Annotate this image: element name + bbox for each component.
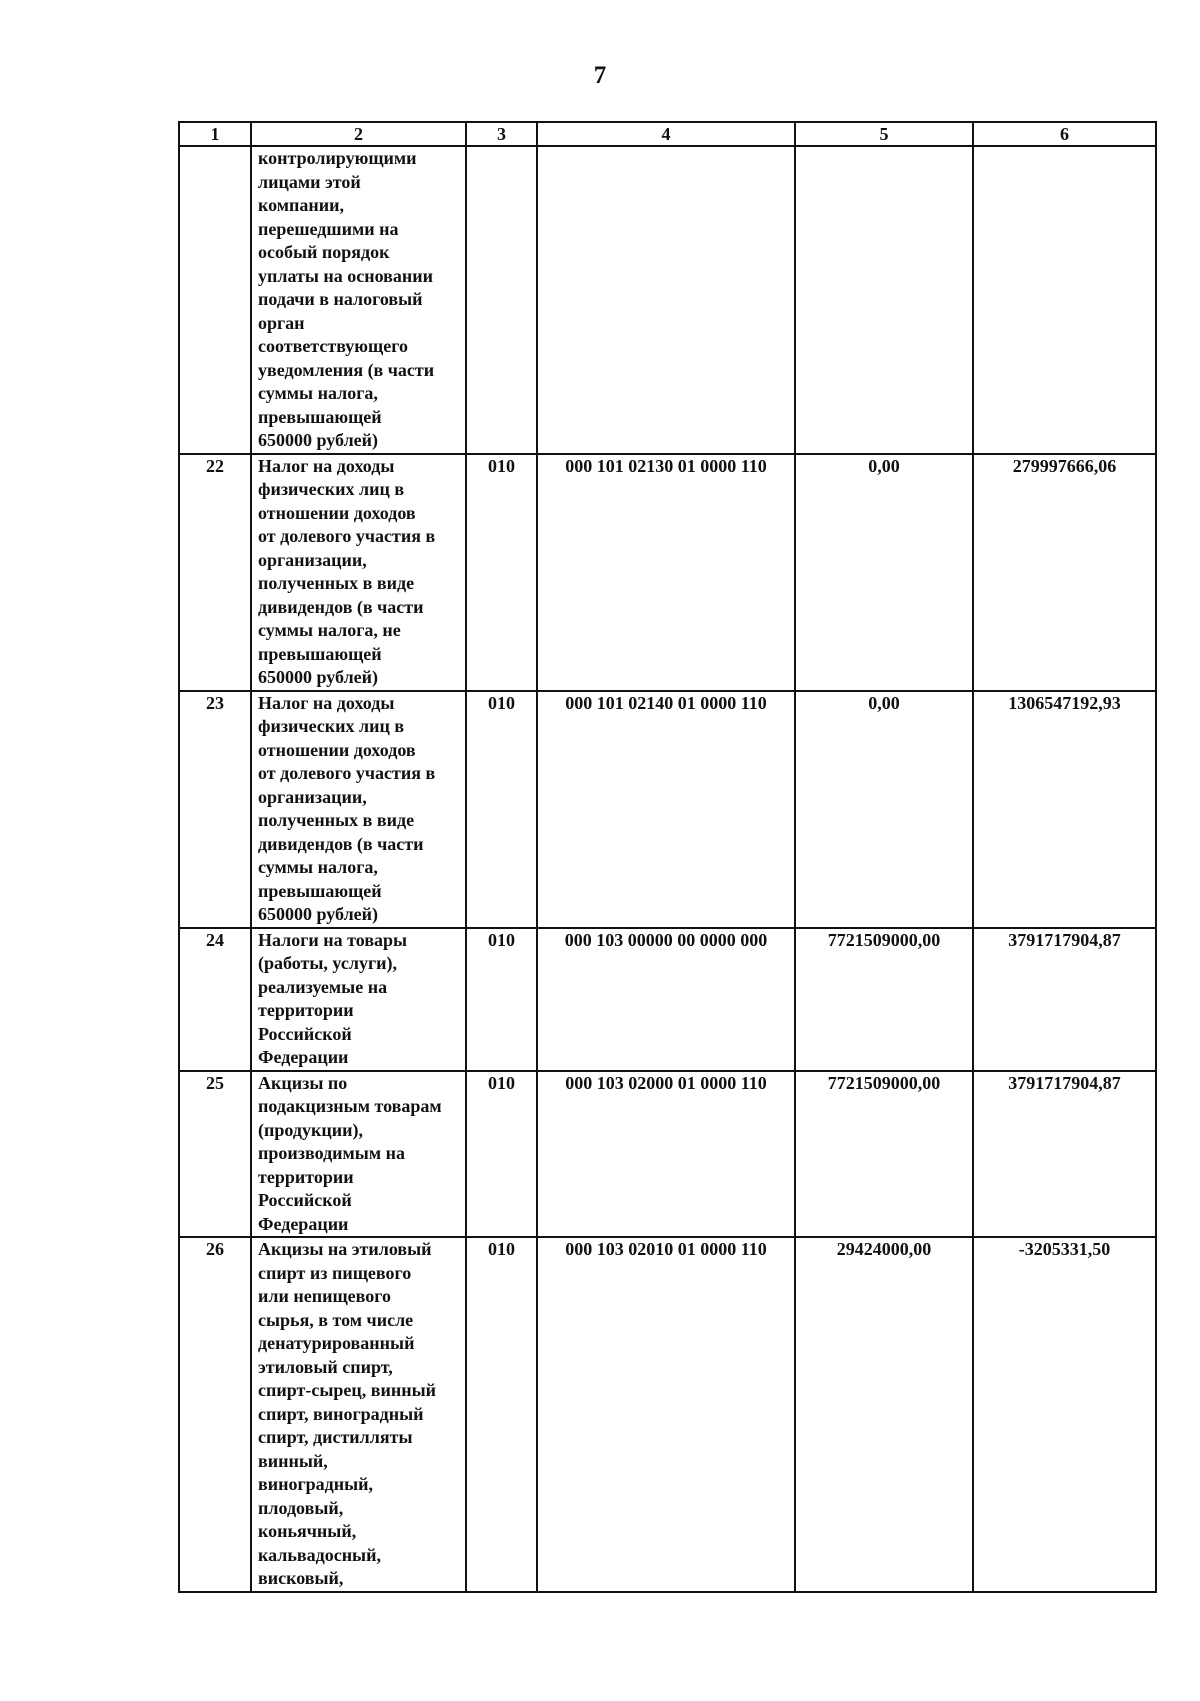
indicator-name-line: полученных в виде xyxy=(258,810,415,830)
indicator-name-line: подакцизным товарам xyxy=(258,1096,442,1116)
indicator-name-line: перешедшими на xyxy=(258,218,399,239)
line-code: 010 xyxy=(466,691,537,928)
column-header-3: 3 xyxy=(466,122,537,146)
row-number: 25 xyxy=(179,1071,251,1238)
indicator-name-line: 650000 рублей) xyxy=(258,904,379,924)
approved-amount: 7721509000,00 xyxy=(795,928,973,1071)
row-number: 26 xyxy=(179,1237,251,1592)
indicator-name-line: (работы, услуги), xyxy=(258,953,397,973)
indicator-name-line: или непищевого xyxy=(258,1286,391,1306)
table-row xyxy=(179,146,1156,454)
table-row xyxy=(179,1237,1156,1592)
budget-classification-code xyxy=(537,146,795,454)
indicator-name-line: полученных в виде xyxy=(258,573,415,593)
indicator-name-line: спирт-сырец, винный xyxy=(258,1380,437,1400)
line-code: 010 xyxy=(466,928,537,1071)
indicator-name-line: от долевого участия в xyxy=(258,526,436,546)
budget-classification-code: 000 101 02130 01 0000 110 xyxy=(537,454,795,691)
indicator-name-line: физических лиц в xyxy=(258,479,405,499)
indicator-name-line: реализуемые на xyxy=(258,976,388,997)
header-row xyxy=(179,122,1156,146)
indicator-name-line: от долевого участия в xyxy=(258,763,436,783)
approved-amount: 0,00 xyxy=(795,454,973,691)
executed-amount xyxy=(973,146,1156,454)
indicator-name-line: дивидендов (в части xyxy=(258,596,424,617)
approved-amount: 7721509000,00 xyxy=(795,1071,973,1238)
line-code xyxy=(466,146,537,454)
indicator-name-line: Налоги на товары xyxy=(258,929,408,950)
indicator-name-line: 650000 рублей) xyxy=(258,667,379,687)
indicator-name-line: суммы налога, не xyxy=(258,620,401,640)
table-row xyxy=(179,928,1156,1071)
table-row xyxy=(179,691,1156,928)
column-header-5: 5 xyxy=(795,122,973,146)
indicator-name-line: Налог на доходы xyxy=(258,692,395,713)
indicator-name-line: кальвадосный, xyxy=(258,1544,381,1565)
indicator-name-line: Налог на доходы xyxy=(258,455,395,476)
indicator-name-line: организации, xyxy=(258,549,367,570)
indicator-name xyxy=(251,691,466,928)
approved-amount: 29424000,00 xyxy=(795,1237,973,1592)
indicator-name-line: денатурированный xyxy=(258,1333,415,1353)
executed-amount: 3791717904,87 xyxy=(973,1071,1156,1238)
executed-amount: 3791717904,87 xyxy=(973,928,1156,1071)
indicator-name-line: спирт из пищевого xyxy=(258,1262,412,1283)
table-body xyxy=(179,146,1156,1592)
indicator-name-line: компании, xyxy=(258,195,345,215)
indicator-name-line: организации, xyxy=(258,786,367,807)
indicator-name-line: уплаты на основании xyxy=(258,265,434,286)
indicator-name-line: суммы налога, xyxy=(258,857,378,877)
indicator-name-line: лицами этой xyxy=(258,171,361,192)
column-header-1: 1 xyxy=(179,122,251,146)
indicator-name-line: спирт, дистилляты xyxy=(258,1427,413,1447)
indicator-name-line: суммы налога, xyxy=(258,383,378,403)
indicator-name-line: Российской xyxy=(258,1023,352,1044)
indicator-name-line: контролирующими xyxy=(258,148,417,168)
indicator-name-line: соответствующего xyxy=(258,336,408,356)
row-number xyxy=(179,146,251,454)
executed-amount: 1306547192,93 xyxy=(973,691,1156,928)
indicator-name-line: Акцизы по xyxy=(258,1072,348,1093)
indicator-name-line: Акцизы на этиловый xyxy=(258,1239,432,1259)
row-number: 24 xyxy=(179,928,251,1071)
indicator-name-line: орган xyxy=(258,312,305,333)
indicator-name-line: подачи в налоговый xyxy=(258,289,423,309)
indicator-name-line: превышающей xyxy=(258,643,382,664)
indicator-name-line: спирт, виноградный xyxy=(258,1403,424,1424)
indicator-name-line: производимым на xyxy=(258,1143,405,1163)
indicator-name-line: винный, xyxy=(258,1450,328,1471)
indicator-name-line: дивидендов (в части xyxy=(258,833,424,854)
budget-classification-code: 000 103 02000 01 0000 110 xyxy=(537,1071,795,1238)
indicator-name-line: отношении доходов xyxy=(258,739,416,760)
executed-amount: -3205331,50 xyxy=(973,1237,1156,1592)
indicator-name-line: висковый, xyxy=(258,1568,344,1588)
line-code: 010 xyxy=(466,1237,537,1592)
budget-table xyxy=(178,121,1157,1593)
indicator-name-line: плодовый, xyxy=(258,1497,344,1518)
table-row xyxy=(179,1071,1156,1238)
indicator-name-line: превышающей xyxy=(258,406,382,427)
line-code: 010 xyxy=(466,454,537,691)
indicator-name xyxy=(251,146,466,454)
indicator-name-line: особый порядок xyxy=(258,242,390,262)
indicator-name xyxy=(251,454,466,691)
approved-amount: 0,00 xyxy=(795,691,973,928)
budget-classification-code: 000 103 02010 01 0000 110 xyxy=(537,1237,795,1592)
indicator-name-line: 650000 рублей) xyxy=(258,430,379,450)
indicator-name-line: физических лиц в xyxy=(258,716,405,736)
indicator-name-line: Российской xyxy=(258,1190,352,1210)
column-header-2: 2 xyxy=(251,122,466,146)
indicator-name-line: отношении доходов xyxy=(258,502,416,523)
executed-amount: 279997666,06 xyxy=(973,454,1156,691)
row-number: 23 xyxy=(179,691,251,928)
budget-classification-code: 000 101 02140 01 0000 110 xyxy=(537,691,795,928)
indicator-name xyxy=(251,1071,466,1238)
column-header-6: 6 xyxy=(973,122,1156,146)
indicator-name-line: Федерации xyxy=(258,1213,349,1234)
indicator-name-line: Федерации xyxy=(258,1047,349,1067)
line-code: 010 xyxy=(466,1071,537,1238)
budget-classification-code: 000 103 00000 00 0000 000 xyxy=(537,928,795,1071)
page-number: 7 xyxy=(593,62,607,89)
indicator-name-line: виноградный, xyxy=(258,1474,374,1494)
indicator-name-line: этиловый спирт, xyxy=(258,1356,393,1377)
indicator-name-line: территории xyxy=(258,1000,354,1020)
indicator-name-line: превышающей xyxy=(258,880,382,901)
indicator-name-line: уведомления (в части xyxy=(258,359,435,380)
indicator-name xyxy=(251,1237,466,1592)
indicator-name xyxy=(251,928,466,1071)
approved-amount xyxy=(795,146,973,454)
row-number: 22 xyxy=(179,454,251,691)
table-row xyxy=(179,454,1156,691)
column-header-4: 4 xyxy=(537,122,795,146)
indicator-name-line: (продукции), xyxy=(258,1119,363,1140)
indicator-name-line: коньячный, xyxy=(258,1521,357,1541)
indicator-name-line: сырья, в том числе xyxy=(258,1309,414,1330)
indicator-name-line: территории xyxy=(258,1166,354,1187)
